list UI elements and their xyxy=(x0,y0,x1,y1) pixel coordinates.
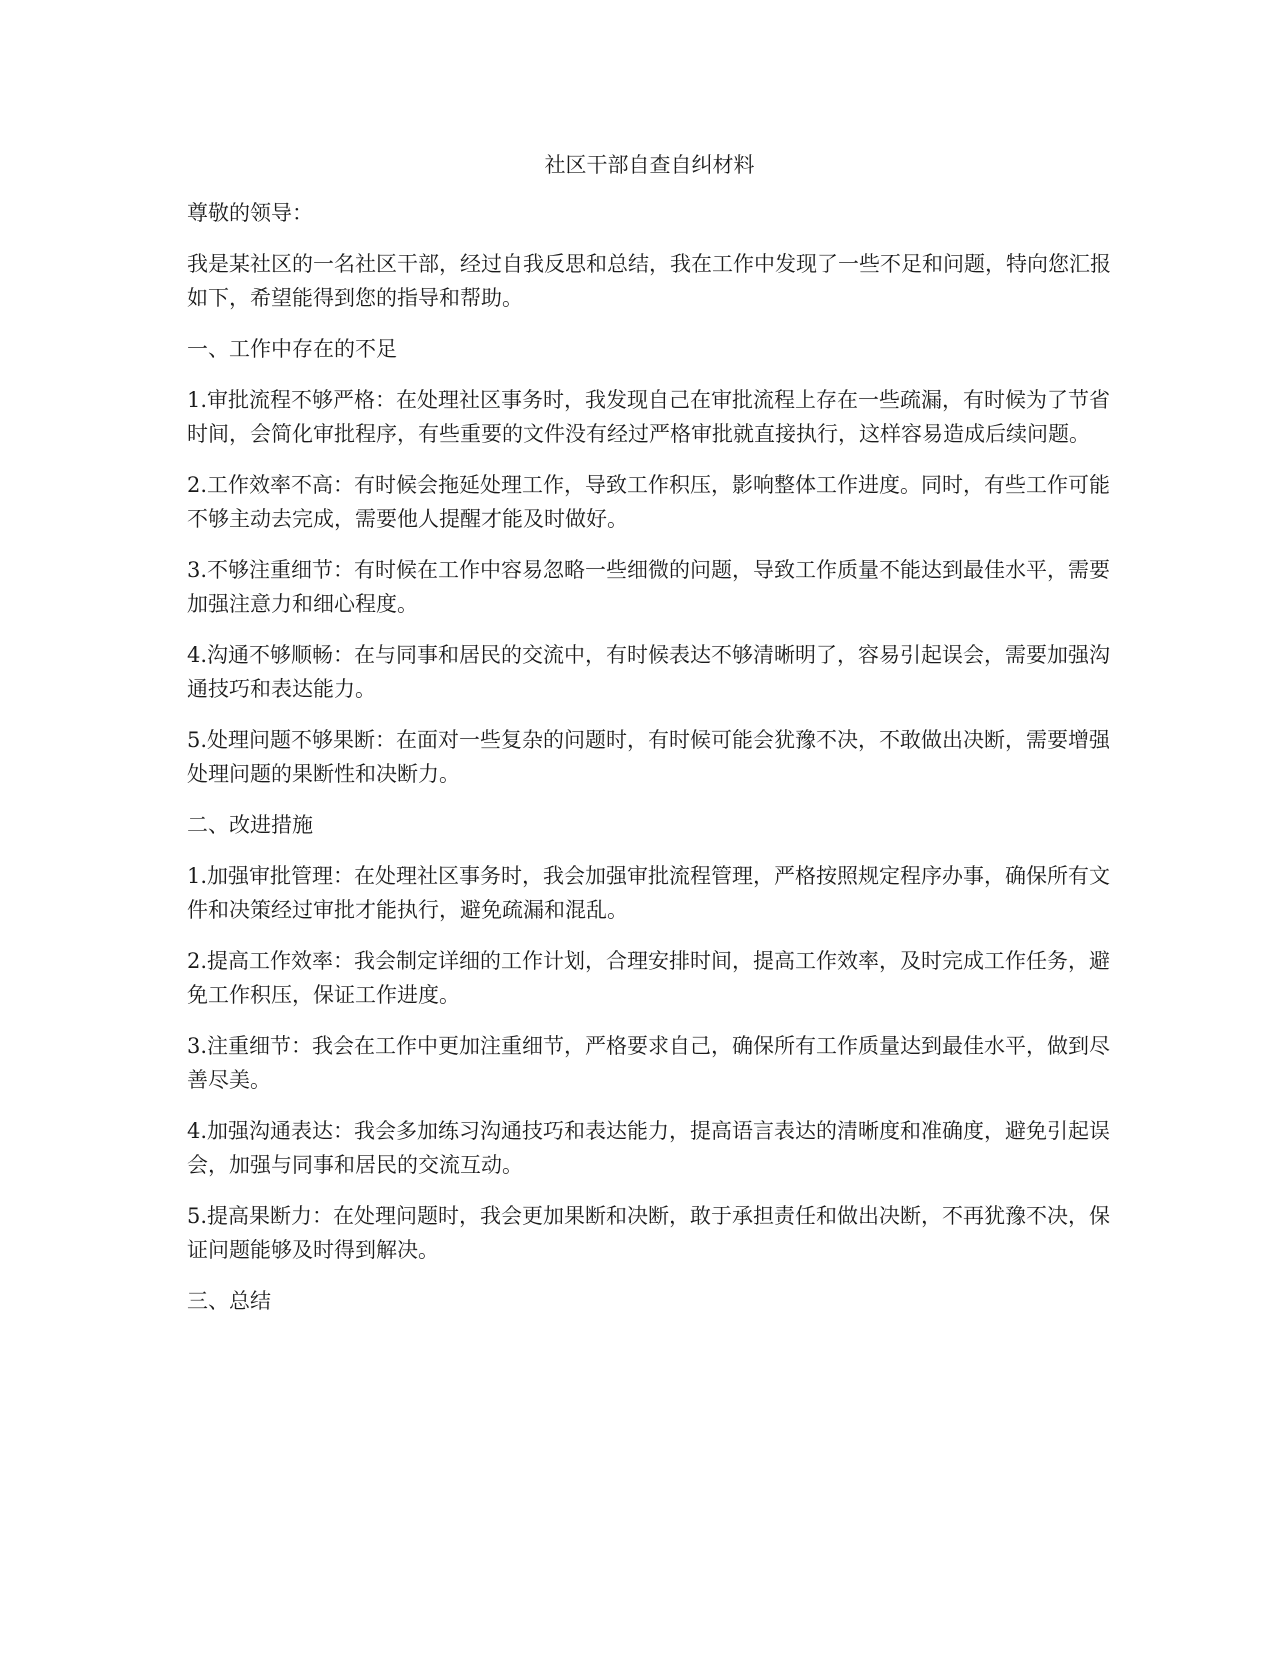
improvement-item: 2.提高工作效率：我会制定详细的工作计划，合理安排时间，提高工作效率，及时完成工作任务，避免工作积压，保证工作进度。 xyxy=(187,949,1111,1007)
document-title: 社区干部自查自纠材料 xyxy=(544,153,755,177)
section-heading-improvements: 二、改进措施 xyxy=(187,813,313,837)
shortcoming-item: 5.处理问题不够果断：在面对一些复杂的问题时，有时候可能会犹豫不决，不敢做出决断，需要增强处理问题的果断性和决断力。 xyxy=(187,728,1111,786)
shortcoming-item: 4.沟通不够顺畅：在与同事和居民的交流中，有时候表达不够清晰明了，容易引起误会，需要加强沟通技巧和表达能力。 xyxy=(187,643,1111,701)
document-body xyxy=(187,148,1112,1335)
improvement-item: 4.加强沟通表达：我会多加练习沟通技巧和表达能力，提高语言表达的清晰度和准确度，避免引起误会，加强与同事和居民的交流互动。 xyxy=(187,1119,1111,1177)
improvement-item: 1.加强审批管理：在处理社区事务时，我会加强审批流程管理，严格按照规定程序办事，确保所有文件和决策经过审批才能执行，避免疏漏和混乱。 xyxy=(187,864,1111,922)
shortcoming-item: 1.审批流程不够严格：在处理社区事务时，我发现自己在审批流程上存在一些疏漏，有时候为了节省时间，会简化审批程序，有些重要的文件没有经过严格审批就直接执行，这样容易造成后续问题。 xyxy=(187,388,1111,446)
section-heading-summary: 三、总结 xyxy=(187,1289,271,1313)
intro-paragraph: 我是某社区的一名社区干部，经过自我反思和总结，我在工作中发现了一些不足和问题，特向您汇报如下，希望能得到您的指导和帮助。 xyxy=(187,252,1111,310)
improvement-item: 5.提高果断力：在处理问题时，我会更加果断和决断，敢于承担责任和做出决断，不再犹豫不决，保证问题能够及时得到解决。 xyxy=(187,1204,1111,1262)
salutation: 尊敬的领导： xyxy=(187,201,313,225)
shortcoming-item: 2.工作效率不高：有时候会拖延处理工作，导致工作积压，影响整体工作进度。同时，有些工作可能不够主动去完成，需要他人提醒才能及时做好。 xyxy=(187,473,1111,531)
improvement-item: 3.注重细节：我会在工作中更加注重细节，严格要求自己，确保所有工作质量达到最佳水平，做到尽善尽美。 xyxy=(187,1034,1111,1092)
section-heading-shortcomings: 一、工作中存在的不足 xyxy=(187,337,397,361)
shortcoming-item: 3.不够注重细节：有时候在工作中容易忽略一些细微的问题，导致工作质量不能达到最佳水平，需要加强注意力和细心程度。 xyxy=(187,558,1111,616)
